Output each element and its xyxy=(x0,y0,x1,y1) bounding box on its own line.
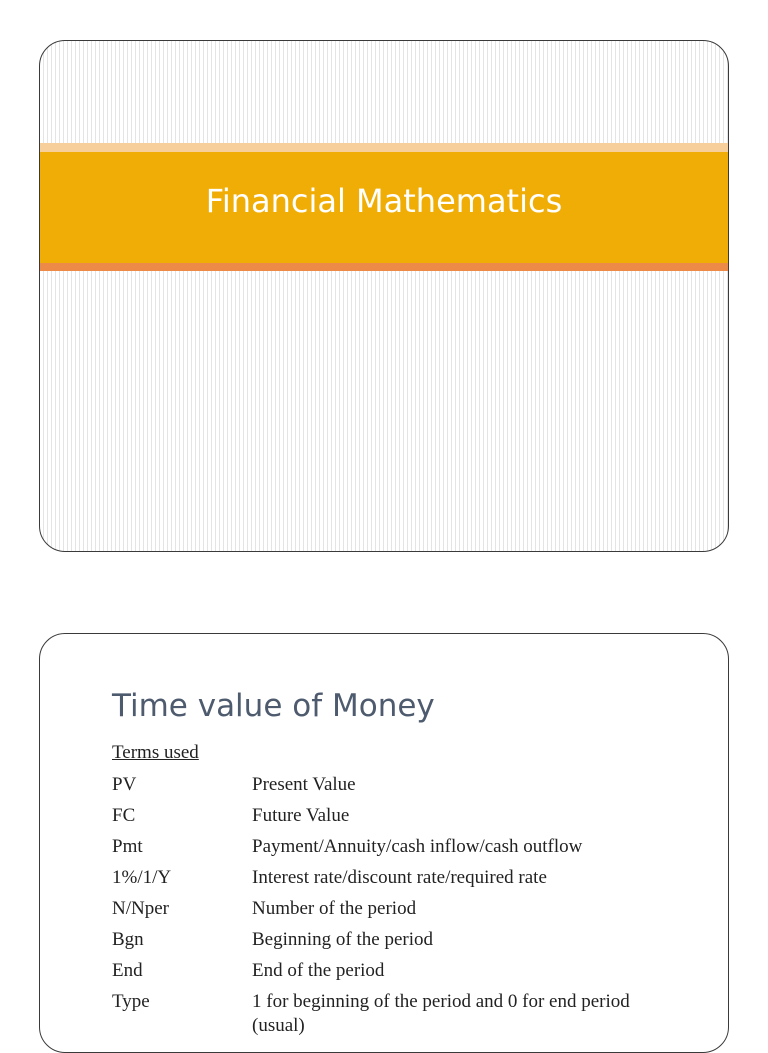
title-band xyxy=(40,152,728,263)
term-key: Type xyxy=(112,991,150,1012)
term-definition: End of the period xyxy=(252,960,385,981)
term-definition: Number of the period xyxy=(252,898,417,919)
term-definition: Payment/Annuity/cash inflow/cash outflow xyxy=(252,836,583,857)
term-definition: Future Value xyxy=(252,805,350,826)
title-band-top-stripe xyxy=(40,143,728,152)
slide-title: Financial Mathematics xyxy=(205,181,563,220)
term-key: FC xyxy=(112,805,136,826)
title-band-bottom-stripe xyxy=(40,263,728,271)
term-definition: Beginning of the period xyxy=(252,929,433,950)
slide-heading: Time value of Money xyxy=(112,688,435,724)
term-key: PV xyxy=(112,774,137,795)
term-definition: Interest rate/discount rate/required rate xyxy=(252,867,547,888)
term-definition: 1 for beginning of the period and 0 for end period (usual) xyxy=(252,991,630,1036)
term-key: 1%/1/Y xyxy=(112,867,172,888)
terms-header: Terms used xyxy=(112,742,199,763)
term-definition: Present Value xyxy=(252,774,356,795)
term-key: N/Nper xyxy=(112,898,169,919)
term-key: End xyxy=(112,960,143,981)
title-slide xyxy=(39,40,729,552)
content-slide xyxy=(39,633,729,1053)
term-key: Bgn xyxy=(112,929,144,950)
term-key: Pmt xyxy=(112,836,143,857)
